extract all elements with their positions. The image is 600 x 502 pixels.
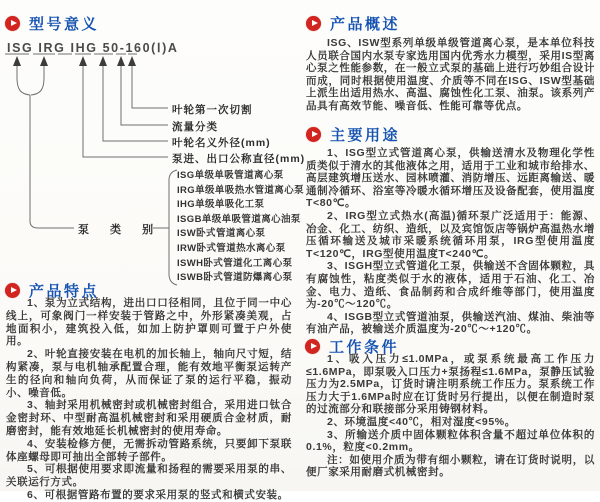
play-bullet-icon (5, 283, 20, 298)
connector-isg (17, 66, 30, 95)
paragraph: 5、可根据使用要求即流量和扬程的需要采用泵的串、关联运行方式。 (6, 463, 292, 489)
model-code: ISG IRG IHG 50-160(Ⅰ)A (7, 41, 179, 55)
overview-text (306, 37, 595, 113)
pump-type-list (177, 169, 304, 286)
diagram-arrows (13, 56, 136, 66)
connector-category (30, 95, 74, 228)
paragraph: 3、ISGH型立式管道化工泵，供输送不含固体颗粒，具有腐蚀性，粘度类似于水的液体，适用于石油、化工、冶金、电力、造纸、食品制药和合成纤维等部门，使用温度为-20℃～120℃。 (306, 260, 595, 311)
callout-impeller-cut: 叶轮第一次切割 (172, 104, 253, 116)
pump-category-label: 泵 类 别 (78, 224, 163, 236)
paragraph: 3、所输送介质中固体颗粒体积含量不超过单位体积的0.1%，粒度<0.2mm。 (306, 428, 595, 454)
paragraph: ISG、ISW型系列单级单级管道离心泵，是本单位科技人员联合国内水泵专家选用国内优秀水力模型，采用IS型离心泵之性能参数，在一般立式泵的基础上进行巧妙组合设计而成，同时根据使用温度、介质等不同在ISG、ISW型基础上派生出适用热水、高温、腐蚀性化工泵、油泵。该系列产品具有高效节能、噪音低、性能可靠等优点。 (306, 37, 595, 112)
play-bullet-icon (305, 339, 320, 354)
pump-type-item: IRW卧式管道热水离心泵 (177, 242, 286, 254)
section-title: 产品特点 (29, 283, 100, 300)
callout-flow-class: 流量分类 (172, 121, 218, 133)
pump-type-item: ISW卧式管道离心泵 (177, 228, 266, 240)
features-text (6, 297, 292, 502)
paragraph: 4、安装检修方便，无需拆动管路系统，只要卸下泵联体座螺母即可抽出全部转子部件。 (6, 437, 292, 463)
callout-impeller-diameter: 叶轮名义外径(mm) (172, 137, 271, 149)
pump-type-item: IHG单级单吸化工泵 (177, 199, 265, 211)
connector-irg (31, 66, 44, 95)
pump-type-item: ISG单级单吸管道离心泵 (177, 170, 284, 181)
paragraph: 2、环境温度<40℃，相对湿度<95%。 (327, 415, 516, 428)
connector-cut (132, 66, 168, 108)
paragraph: 注：如使用介质为带有细小颗粒，请在订货时说明，以便厂家采用耐磨式机械密封。 (306, 453, 595, 479)
connector-flow (121, 66, 168, 125)
pump-list-brace (169, 170, 177, 285)
paragraph: 1、泵为立式结构，进出口口径相同，且位于同一中心线上，可象阀门一样安装于管路之中，外形紧凑美观，占地面积小，建筑投入低，如加上防护罩则可置于户外使用。 (6, 297, 292, 348)
diagram-lines (5, 54, 177, 285)
pump-type-item: ISWH卧式管道化工离心泵 (177, 257, 293, 269)
connector-port-diameter (83, 66, 168, 157)
play-bullet-icon (5, 16, 20, 31)
paragraph: 2、IRG型立式热水(高温)循环泵广泛适用于：能源、冶金、化工、纺织、造纸，以及宾馆饭店等锅炉高温热水增压循环输送及城市采暖系统循环用泵，IRG型使用温度T<120℃，IRG型使用温度T<240℃。 (306, 209, 595, 260)
section-title: 型号意义 (29, 16, 100, 33)
section-header-usage (306, 124, 400, 145)
section-title: 工作条件 (329, 339, 400, 356)
paragraph: 1、ISG型立式管道离心泵，供输送清水及物理化学性质类似于清水的其他液体之用，适用于工业和城市给排水、高层建筑增压送水、园林喷灌、消防增压、远距离输送、暖通制冷循环、浴室等冷暖水循环增压及设备配套，使用温度T<80℃。 (306, 147, 595, 210)
section-header-model-meaning (5, 13, 99, 34)
play-bullet-icon (306, 127, 321, 142)
paragraph: 4、ISGB型立式管道油泵，供输送汽油、煤油、柴油等有油产品，被输送介质温度为-20℃～+120℃。 (306, 310, 595, 336)
callout-port-diameter: 泵进、出口公称直径(mm) (172, 153, 306, 165)
section-title: 产品概述 (330, 16, 401, 33)
play-bullet-icon (306, 16, 321, 31)
paragraph: 1、吸入压力≤1.0MPa，或泵系统最高工作压力≤1.6MPa，即泵吸入口压力+泵扬程≤1.6MPa，泵静压试验压力为2.5MPa，订货时请注明系统工作压力。泵系统工作压力大于1.6MPa时应在订货时另行提出，以便在制造时泵的过流部分和联接部分采用铸钢材料。 (306, 353, 595, 416)
paragraph: 2、叶轮直接安装在电机的加长轴上，轴向尺寸短，结构紧凑，泵与电机轴承配置合理，能有效地平衡泵运转产生的径向和轴向负荷，从而保证了泵的运行平稳，振动小、噪音低。 (6, 348, 292, 399)
pump-type-item: ISWB卧式管道防爆离心泵 (177, 272, 293, 284)
usage-text (306, 147, 595, 336)
paragraph: 6、可根据管路布置的要求采用泵的竖式和横式安装。 (27, 488, 289, 501)
section-header-overview (306, 13, 400, 34)
section-title: 主要用途 (330, 127, 401, 144)
connector-impeller-diameter (103, 66, 168, 141)
pump-type-item: ISGB单级单吸管道离心油泵 (177, 213, 301, 225)
paragraph: 3、轴封采用机械密封或机械密封组合，采用进口钛合金密封环、中型耐高温机械密封和采用硬质合金材质，耐磨密封，能有效地延长机械密封的使用寿命。 (6, 399, 292, 437)
conditions-text (306, 353, 595, 479)
pump-type-item: IRG单级单吸热水管道离心泵 (177, 184, 304, 196)
